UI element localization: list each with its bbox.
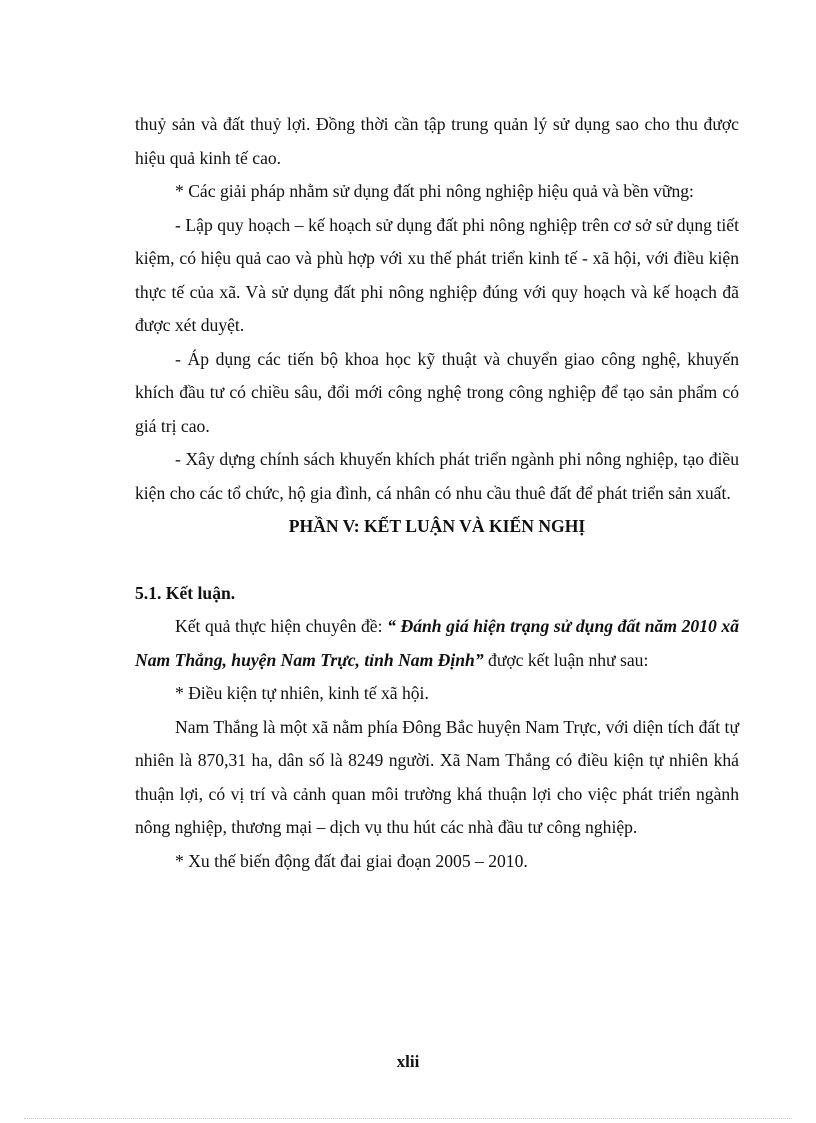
conclusion-intro-prefix: Kết quả thực hiện chuyên đề: (175, 616, 388, 636)
paragraph-nam-thang: Nam Thắng là một xã nằm phía Đông Bắc huyện Nam Trực, với diện tích đất tự nhiên là 870,31 ha, dân số là 8249 người. Xã Nam Thắng có điều kiện tự nhiên khá thuận lợi, có vị trí và cảnh quan môi trường khá thuận lợi cho việc phát triển ngành nông nghiệp, thương mại – dịch vụ thu hút các nhà đầu tư công nghiệp. (135, 716, 739, 837)
paragraph-natural-conditions: * Điều kiện tự nhiên, kinh tế xã hội. (175, 683, 429, 703)
conclusion-intro (135, 610, 739, 677)
conclusion-intro-suffix: được kết luận như sau: (483, 649, 649, 670)
page-number: xlii (396, 1052, 420, 1071)
paragraph-solutions-heading: * Các giải pháp nhằm sử dụng đất phi nông nghiệp hiệu quả và bền vững: (175, 181, 694, 201)
spacer (135, 544, 739, 577)
paragraph-policy: - Xây dựng chính sách khuyến khích phát triển ngành phi nông nghiệp, tạo điều kiện cho các tổ chức, hộ gia đình, cá nhân có nhu cầu thuê đất để phát triển sản xuất. (135, 449, 739, 503)
paragraph-aquaculture: thuỷ sản và đất thuỷ lợi. Đồng thời cần tập trung quản lý sử dụng sao cho thu được hiệu quả kinh tế cao. (135, 114, 739, 168)
part-heading: PHẦN V: KẾT LUẬN VÀ KIẾN NGHỊ (288, 516, 586, 536)
paragraph-planning: - Lập quy hoạch – kế hoạch sử dụng đất phi nông nghiệp trên cơ sở sử dụng tiết kiệm, có hiệu quả cao và phù hợp với xu thế phát triển kinh tế - xã hội, với điều kiện thực tế của xã. Và sử dụng đất phi nông nghiệp đúng với quy hoạch và kế hoạch đã được xét duyệt. (135, 214, 739, 335)
paragraph-technology: - Áp dụng các tiến bộ khoa học kỹ thuật và chuyển giao công nghệ, khuyến khích đầu tư có chiều sâu, đổi mới công nghệ trong công nghiệp để tạo sản phẩm có giá trị cao. (135, 348, 739, 436)
study-title: “ Đánh giá hiện trạng sử dụng đất năm 2010 xã Nam Thắng, huyện Nam Trực, tỉnh Nam Định” (135, 616, 739, 670)
document-page (135, 108, 739, 878)
section-heading: 5.1. Kết luận. (135, 582, 236, 603)
paragraph-land-trend: * Xu thế biến động đất đai giai đoạn 2005 – 2010. (175, 850, 528, 871)
footer-divider (24, 1118, 792, 1119)
